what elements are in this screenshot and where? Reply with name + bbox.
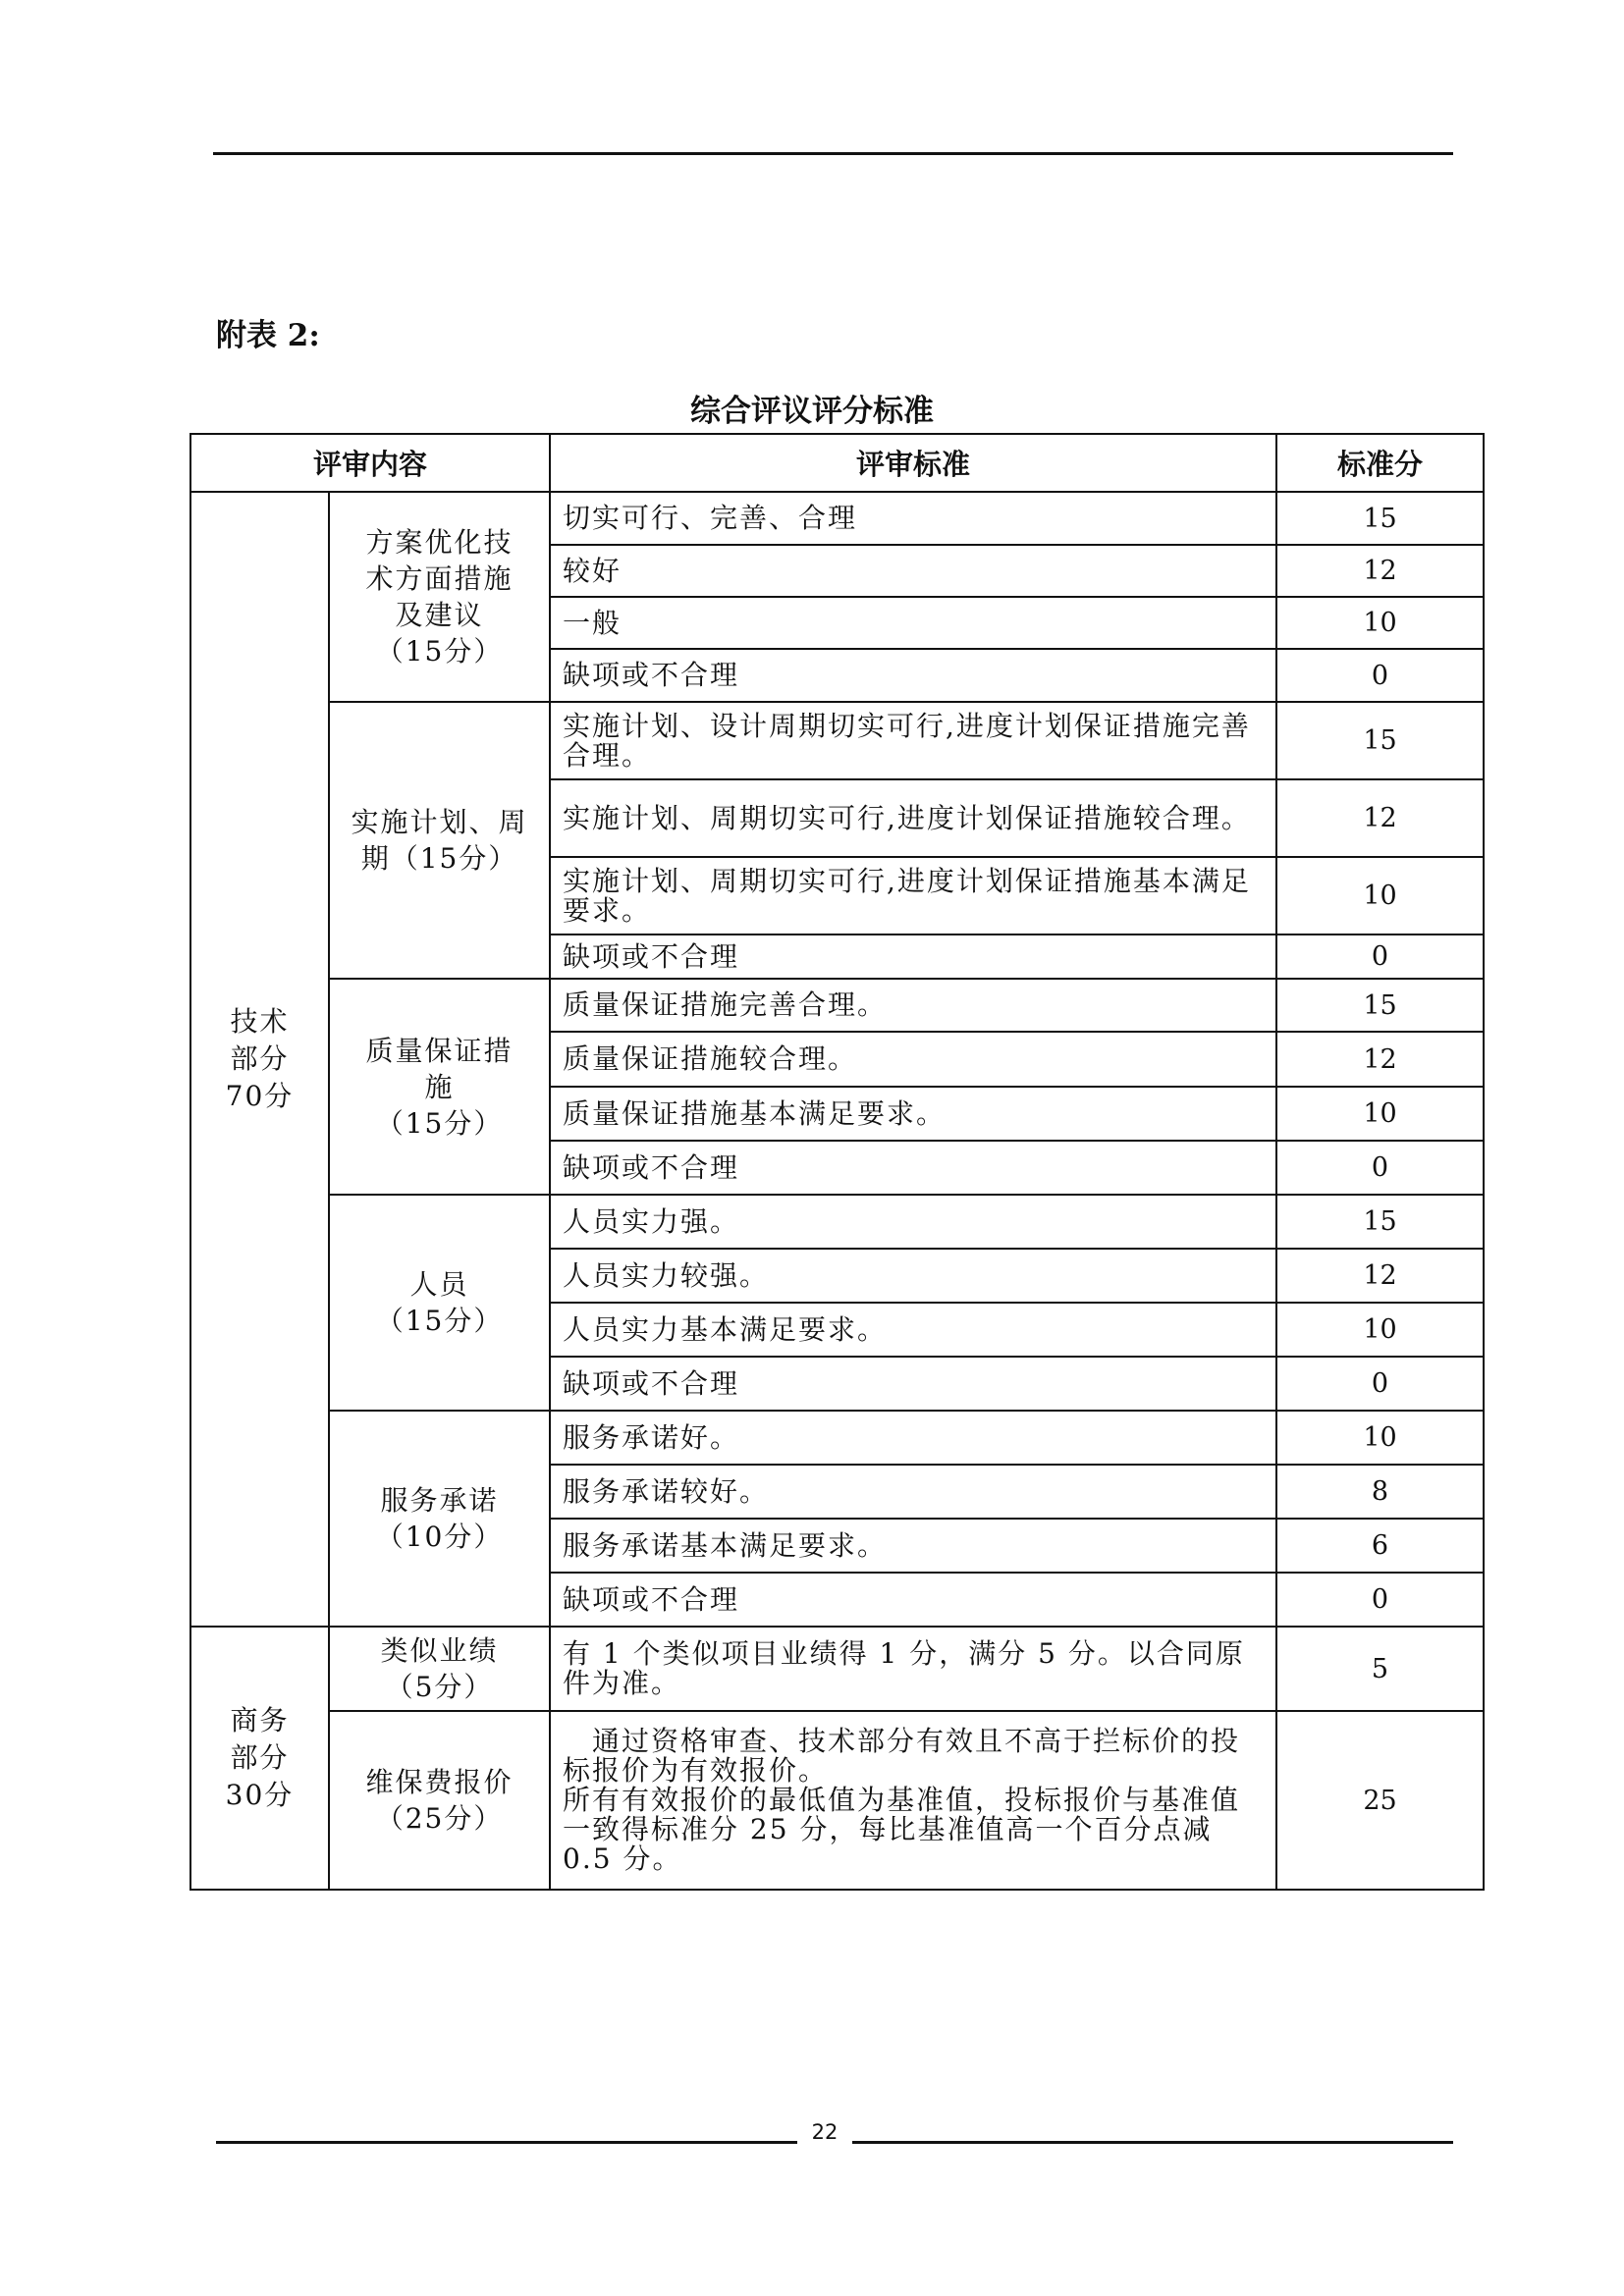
item-plan-optimization: 方案优化技 术方面措施 及建议 （15分） [329,492,550,702]
criterion-cell: 服务承诺基本满足要求。 [550,1519,1276,1573]
criterion-cell: 实施计划、周期切实可行,进度计划保证措施较合理。 [550,779,1276,857]
category-business: 商务 部分 30分 [190,1627,329,1890]
criterion-cell: 质量保证措施基本满足要求。 [550,1087,1276,1141]
table-row [190,492,1484,545]
item-quality: 质量保证措 施 （15分） [329,979,550,1195]
score-cell: 0 [1276,649,1484,702]
item-personnel: 人员 （15分） [329,1195,550,1411]
score-cell: 10 [1276,857,1484,934]
score-cell: 15 [1276,979,1484,1032]
table-row [190,979,1484,1032]
criterion-cell: 较好 [550,545,1276,597]
score-cell: 10 [1276,1303,1484,1357]
score-cell: 12 [1276,779,1484,857]
score-cell: 25 [1276,1711,1484,1890]
score-cell: 6 [1276,1519,1484,1573]
criterion-cell: 切实可行、完善、合理 [550,492,1276,545]
score-cell: 8 [1276,1465,1484,1519]
criterion-cell: 人员实力强。 [550,1195,1276,1249]
header-score: 标准分 [1276,434,1484,492]
table-row [190,1411,1484,1465]
criterion-cell: 实施计划、周期切实可行,进度计划保证措施基本满足要求。 [550,857,1276,934]
item-schedule: 实施计划、周 期（15分） [329,702,550,979]
table-title: 综合评议评分标准 [690,394,934,429]
score-cell: 15 [1276,492,1484,545]
score-cell: 12 [1276,1032,1484,1087]
score-cell: 12 [1276,1249,1484,1303]
score-cell: 10 [1276,1087,1484,1141]
criterion-cell: 服务承诺好。 [550,1411,1276,1465]
criterion-cell: 通过资格审查、技术部分有效且不高于拦标价的投标报价为有效报价。 所有有效报价的最低值为基准值，投标报价与基准值一致得标准分 25 分，每比基准值高一个百分点减 0.5 分。 [550,1711,1276,1890]
criterion-cell: 质量保证措施完善合理。 [550,979,1276,1032]
criterion-cell: 缺项或不合理 [550,934,1276,979]
score-cell: 10 [1276,1411,1484,1465]
header-criteria: 评审标准 [550,434,1276,492]
item-maintenance-price: 维保费报价 （25分） [329,1711,550,1890]
score-cell: 12 [1276,545,1484,597]
criterion-cell: 缺项或不合理 [550,1141,1276,1195]
score-cell: 0 [1276,1141,1484,1195]
table-row [190,1711,1484,1890]
criterion-cell: 实施计划、设计周期切实可行,进度计划保证措施完善合理。 [550,702,1276,779]
score-cell: 0 [1276,1357,1484,1411]
scoring-table [189,433,1485,1891]
header-rule [213,152,1453,155]
table-row [190,702,1484,779]
criterion-cell: 人员实力基本满足要求。 [550,1303,1276,1357]
criterion-cell: 缺项或不合理 [550,1573,1276,1627]
page-number: 22 [797,2120,852,2144]
table-header-row [190,434,1484,492]
criterion-cell: 缺项或不合理 [550,649,1276,702]
item-service: 服务承诺 （10分） [329,1411,550,1627]
header-content: 评审内容 [190,434,550,492]
score-cell: 0 [1276,1573,1484,1627]
criterion-cell: 质量保证措施较合理。 [550,1032,1276,1087]
score-cell: 10 [1276,597,1484,649]
category-technical: 技术 部分 70分 [190,492,329,1627]
table-row [190,1627,1484,1711]
criterion-cell: 有 1 个类似项目业绩得 1 分，满分 5 分。以合同原件为准。 [550,1627,1276,1711]
criterion-cell: 服务承诺较好。 [550,1465,1276,1519]
attachment-label: 附表 2: [216,318,320,353]
criterion-cell: 缺项或不合理 [550,1357,1276,1411]
score-cell: 0 [1276,934,1484,979]
score-cell: 5 [1276,1627,1484,1711]
table-row [190,1195,1484,1249]
criterion-cell: 一般 [550,597,1276,649]
item-past-performance: 类似业绩 （5分） [329,1627,550,1711]
criterion-cell: 人员实力较强。 [550,1249,1276,1303]
score-cell: 15 [1276,1195,1484,1249]
score-cell: 15 [1276,702,1484,779]
